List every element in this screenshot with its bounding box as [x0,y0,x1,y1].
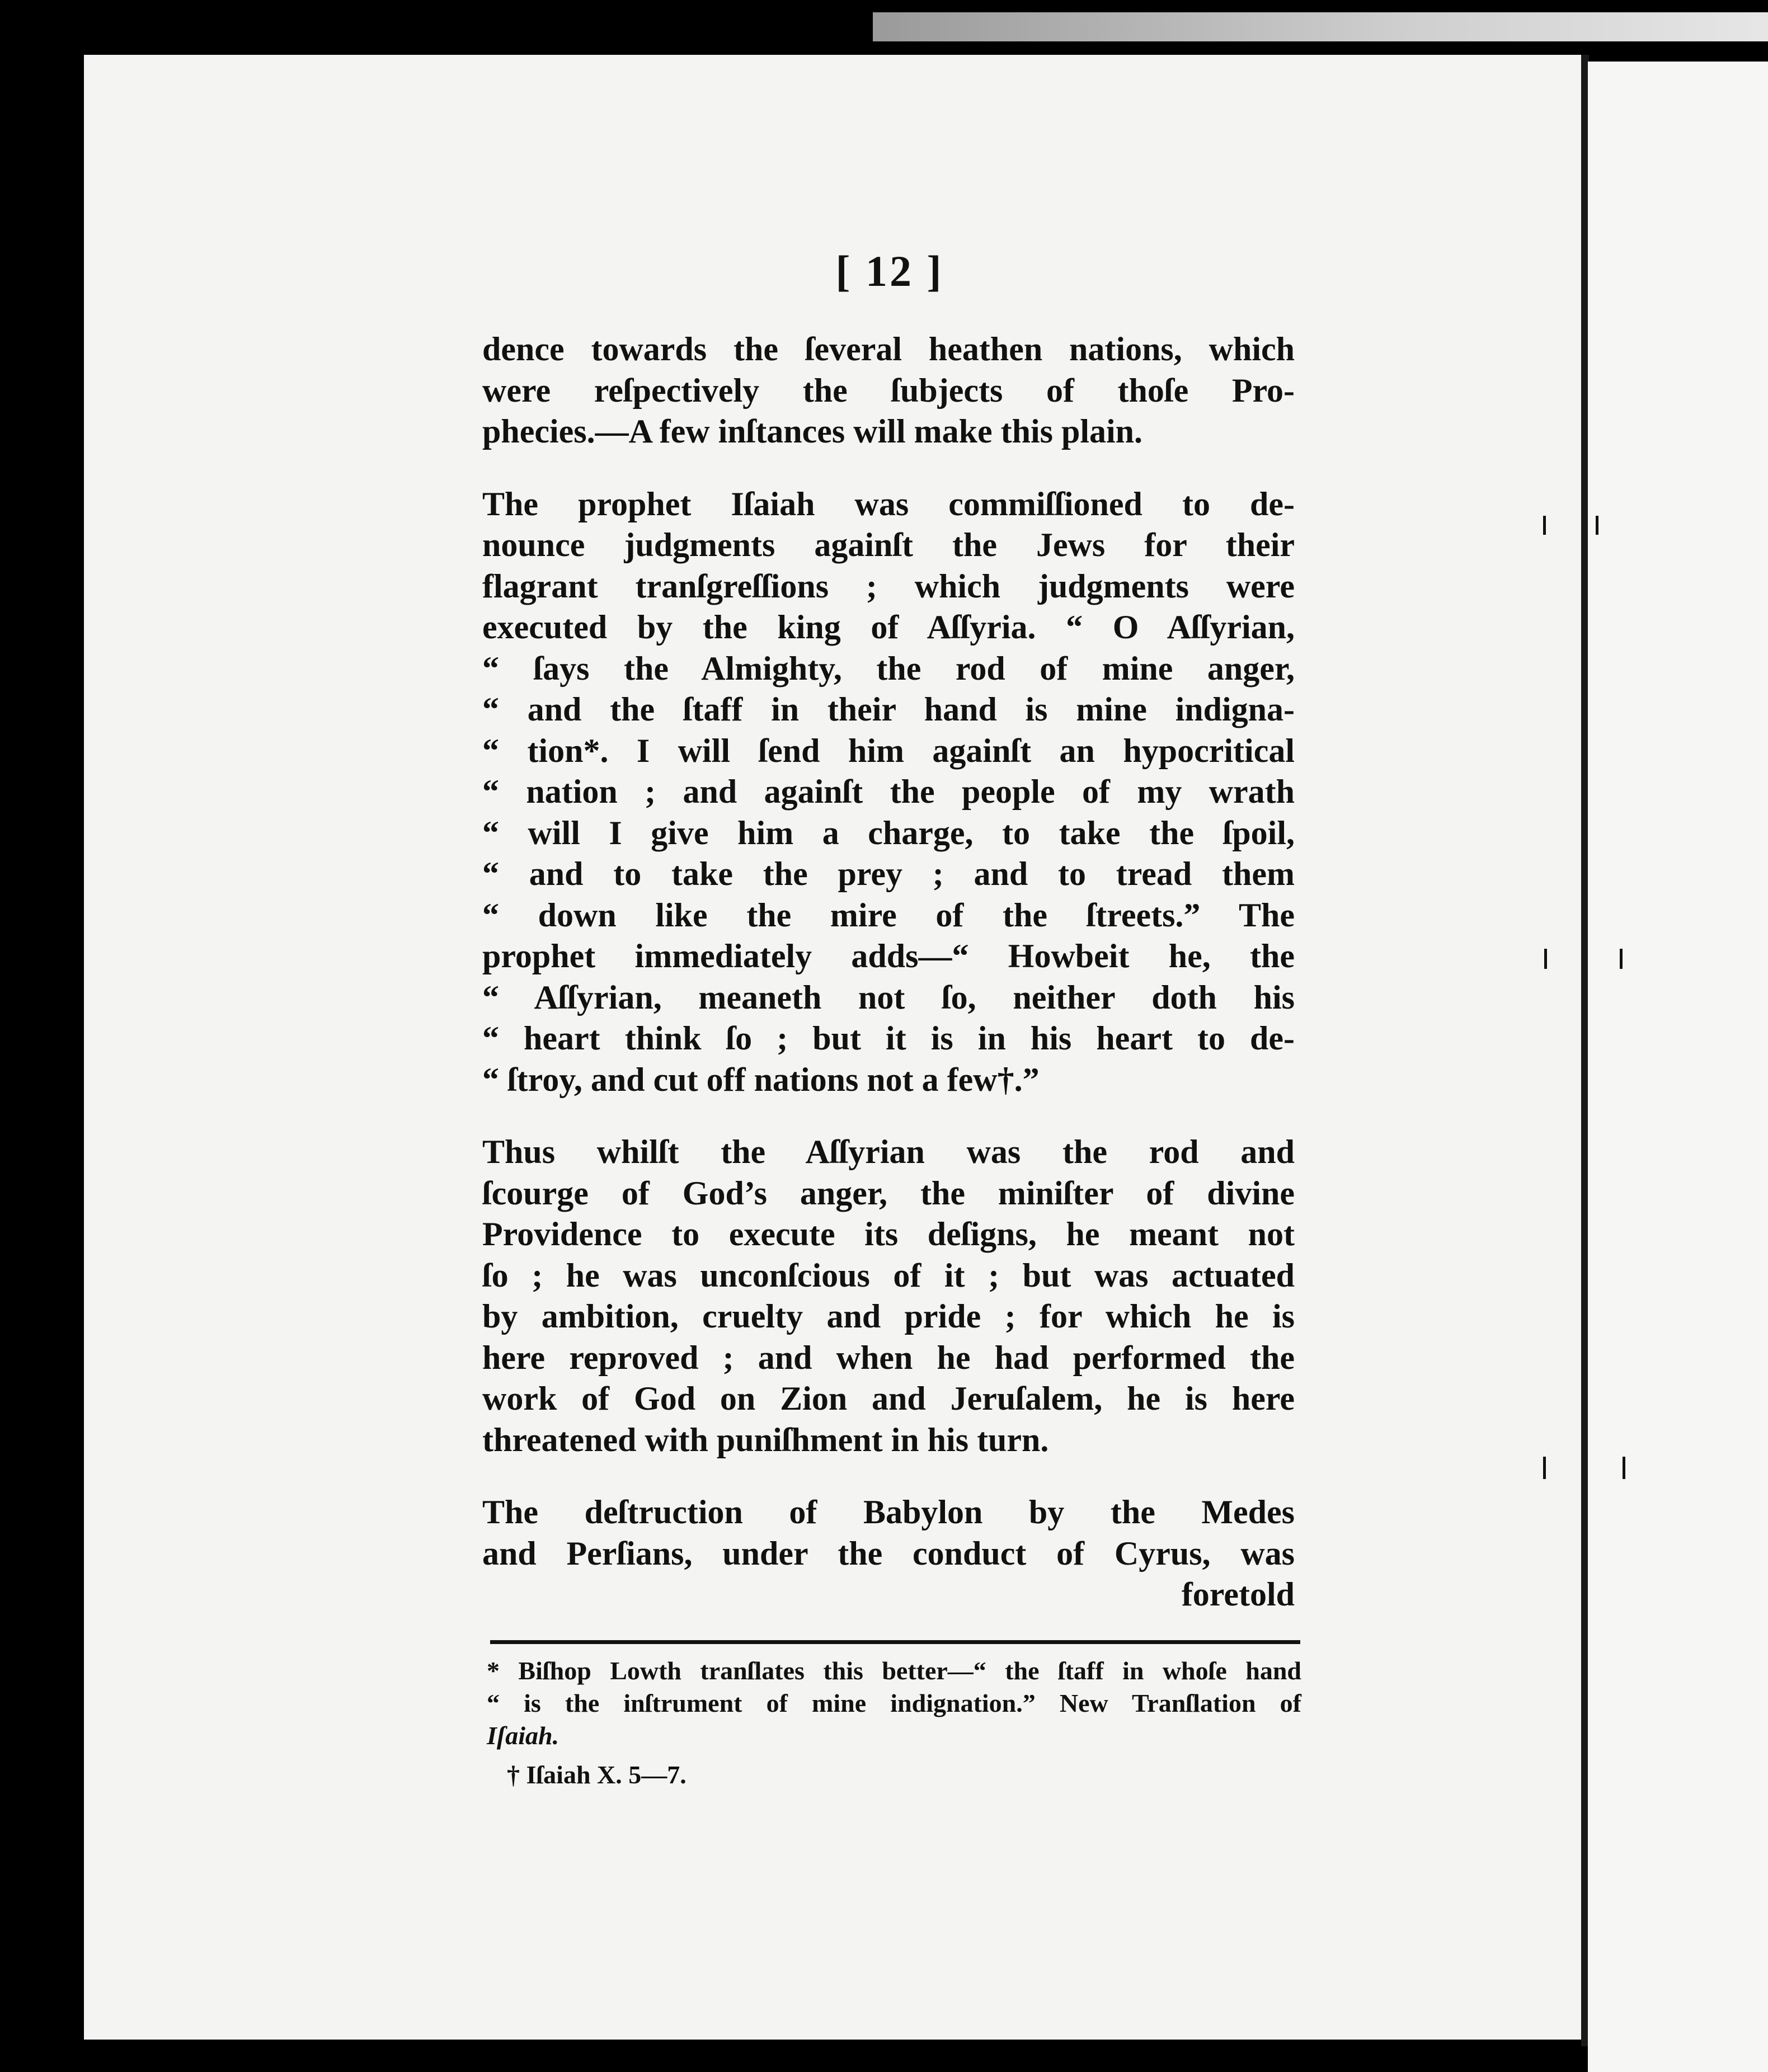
text-line: The deſtruction of Babylon by the Medes [482,1494,1295,1531]
footnote-line: Iſaiah. [487,1721,559,1750]
text-line: phecies.—A few inſtances will make this plain. [482,413,1143,450]
text-line: executed by the king of Aſſyria. “ O Aſſyrian, [482,609,1295,646]
footnote-line: “ is the inſtrument of mine indignation.” New Tranſlation of [487,1689,1301,1717]
margin-mark [1596,516,1598,535]
text-line: “ will I give him a charge, to take the ſpoil, [482,814,1295,851]
paragraph [482,1492,1295,1616]
text-line: and Perſians, under the conduct of Cyrus, was [482,1534,1295,1572]
footnote-line: † Iſaiah X. 5—7. [507,1760,686,1789]
footnotes [487,1655,1301,1791]
text-line: flagrant tranſgreſſions ; which judgments were [482,567,1295,605]
text-line: The prophet Iſaiah was commiſſioned to de- [482,485,1295,522]
text-line: “ and the ſtaff in their hand is mine indigna- [482,691,1295,728]
text-line: “ down like the mire of the ſtreets.” The [482,896,1295,934]
text-line: were reſpectively the ſubjects of thoſe Pro- [482,371,1295,409]
text-line: threatened with puniſhment in his turn. [482,1421,1049,1458]
text-line: ſo ; he was unconſcious of it ; but was actuated [482,1256,1295,1294]
footnote-line: * Biſhop Lowth tranſlates this better—“ the ſtaff in whoſe hand [487,1656,1301,1685]
text-line: “ ſays the Almighty, the rod of mine anger, [482,649,1295,687]
text-line: “ Aſſyrian, meaneth not ſo, neither doth his [482,978,1295,1016]
text-line: “ and to take the prey ; and to tread them [482,855,1295,892]
text-line: Thus whilſt the Aſſyrian was the rod and [482,1133,1295,1170]
text-line: “ heart think ſo ; but it is in his heart to de- [482,1020,1295,1057]
text-line: “ ſtroy, and cut off nations not a few†.” [482,1061,1040,1098]
margin-mark [1543,516,1546,535]
footnote-rule [490,1640,1300,1644]
text-line: here reproved ; and when he had performed the [482,1339,1295,1376]
text-line: Providence to execute its deſigns, he meant not [482,1216,1295,1252]
text-line: dence towards the ſeveral heathen nations, which [482,331,1295,368]
text-line: “ tion*. I will ſend him againſt an hypocritical [482,732,1295,769]
paragraph [482,329,1295,453]
text-line: by ambition, cruelty and pride ; for which he is [482,1298,1295,1335]
margin-mark [1544,949,1547,969]
text-line: “ nation ; and againſt the people of my wrath [482,773,1295,810]
text-line: ſcourge of God’s anger, the miniſter of divine [482,1174,1295,1212]
paragraph [482,484,1295,1101]
text-line: work of God on Zion and Jeruſalem, he is here [482,1380,1295,1417]
text-line: nounce judgments againſt the Jews for their [482,526,1295,563]
margin-mark [1620,949,1623,969]
margin-mark [1623,1457,1625,1479]
page-number: [ 12 ] [835,247,944,295]
body-text [482,329,1295,1616]
right-page-edge [1588,62,1768,2072]
margin-mark [1543,1457,1546,1479]
scan-border-strip [873,12,1768,41]
paragraph [482,1132,1295,1461]
catchword: foretold [1181,1576,1295,1613]
text-line: prophet immediately adds—“ Howbeit he, the [482,938,1295,974]
